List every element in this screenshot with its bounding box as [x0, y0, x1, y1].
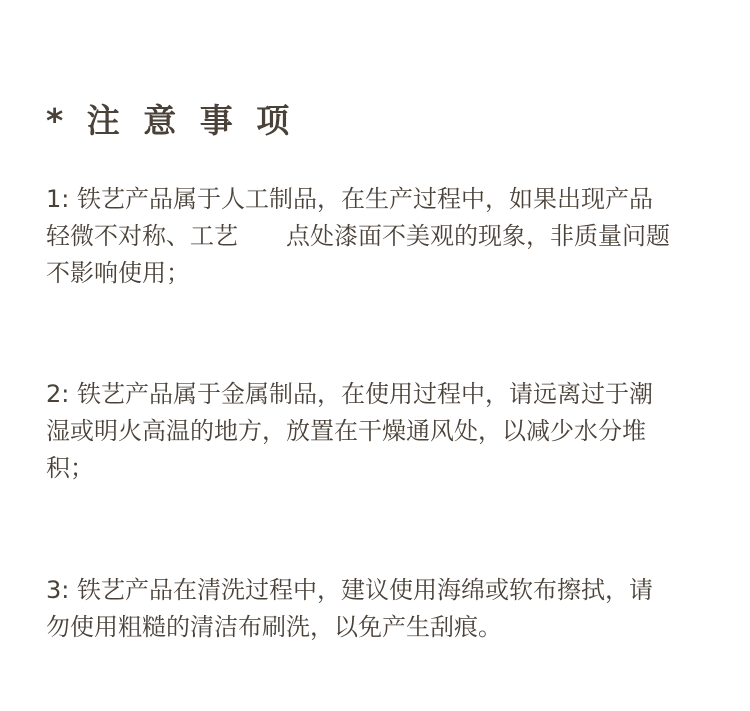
note-2 [46, 376, 716, 487]
note-line: 3: 铁艺产品在清洗过程中，建议使用海绵或软布擦拭，请 [46, 576, 653, 604]
page-title: * 注 意 事 项 [46, 101, 296, 140]
note-line: 2: 铁艺产品属于金属制品，在使用过程中，请远离过于潮 [46, 380, 653, 408]
note-line: 不影响使用； [46, 259, 190, 287]
note-3 [46, 572, 716, 646]
note-line: 轻微不对称、工艺 点处漆面不美观的现象，非质量问题 [46, 222, 670, 250]
note-line: 积； [46, 454, 94, 482]
note-line: 勿使用粗糙的清洁布刷洗，以免产生刮痕。 [46, 613, 502, 641]
note-1 [46, 181, 716, 292]
note-line: 湿或明火高温的地方，放置在干燥通风处，以减少水分堆 [46, 417, 646, 445]
note-line: 1: 铁艺产品属于人工制品，在生产过程中，如果出现产品 [46, 185, 653, 213]
